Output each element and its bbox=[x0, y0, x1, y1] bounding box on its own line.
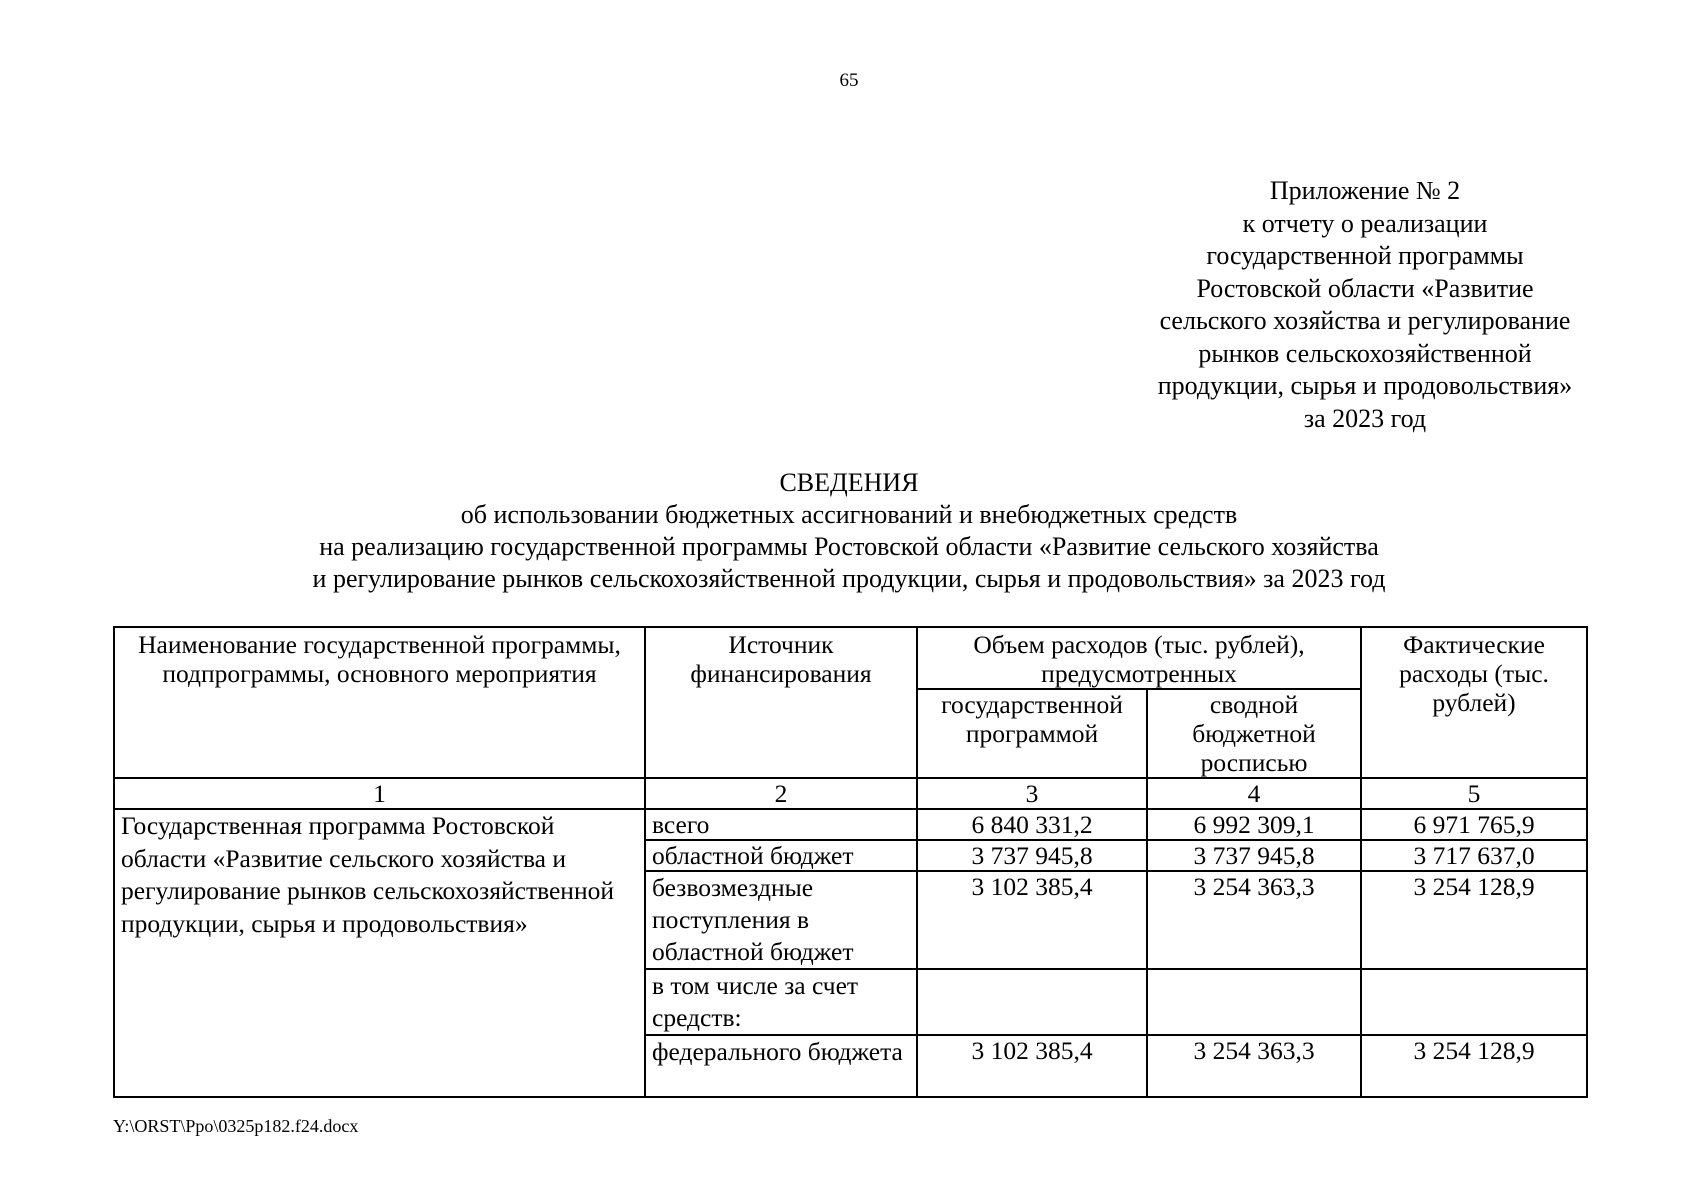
appendix-line: к отчету о реализации bbox=[1242, 208, 1488, 238]
actual-value-cell: 3 717 637,0 bbox=[1361, 840, 1587, 871]
program-name-cell: Государственная программа Ростовской области «Развитие сельского хозяйства и регулирование рынков сельскохозяйственной продукции, сырья и продовольствия» bbox=[114, 809, 645, 1097]
budget-value-cell: 3 737 945,8 bbox=[1147, 840, 1361, 871]
appendix-line: Ростовской области «Развитие bbox=[1196, 273, 1534, 303]
header-actual: Фактические расходы (тыс. рублей) bbox=[1361, 627, 1587, 778]
column-number-row bbox=[114, 778, 1587, 809]
appendix-line: государственной программы bbox=[1206, 241, 1524, 270]
source-cell: безвозмездные поступления в областной бюджет bbox=[645, 871, 917, 969]
program-value-cell: 3 737 945,8 bbox=[917, 840, 1147, 871]
column-number: 5 bbox=[1361, 778, 1587, 809]
program-value-cell: 6 840 331,2 bbox=[917, 809, 1147, 840]
appendix-line: сельского хозяйства и регулирование bbox=[1159, 306, 1571, 335]
expenditure-table bbox=[113, 626, 1588, 1098]
source-cell: в том числе за счет средств: bbox=[645, 969, 917, 1035]
header-source: Источник финансирования bbox=[645, 627, 917, 778]
appendix-line: рынков сельскохозяйственной bbox=[1198, 338, 1532, 368]
header-budget: сводной бюджетной росписью bbox=[1147, 689, 1361, 778]
budget-value-cell: 3 254 363,3 bbox=[1147, 1035, 1361, 1097]
program-value-cell bbox=[917, 969, 1147, 1035]
budget-value-cell bbox=[1147, 969, 1361, 1035]
file-path-footer: Y:\ORST\Ppo\0325p182.f24.docx bbox=[113, 1116, 359, 1136]
heading-line: и регулирование рынков сельскохозяйственной продукции, сырья и продовольствия» за 2023 год bbox=[312, 564, 1386, 593]
table-header-row bbox=[114, 627, 1587, 689]
source-cell: областной бюджет bbox=[645, 840, 917, 871]
header-volume-group: Объем расходов (тыс. рублей), предусмотренных bbox=[917, 627, 1361, 689]
source-cell: всего bbox=[645, 809, 917, 840]
heading-line: об использовании бюджетных ассигнований и внебюджетных средств bbox=[460, 500, 1238, 529]
actual-value-cell bbox=[1361, 969, 1587, 1035]
actual-value-cell: 3 254 128,9 bbox=[1361, 871, 1587, 969]
header-name: Наименование государственной программы, подпрограммы, основного мероприятия bbox=[114, 627, 645, 778]
source-cell: федерального бюджета bbox=[645, 1035, 917, 1097]
program-value-cell: 3 102 385,4 bbox=[917, 871, 1147, 969]
table-row bbox=[114, 809, 1587, 840]
budget-value-cell: 3 254 363,3 bbox=[1147, 871, 1361, 969]
heading-line: на реализацию государственной программы Ростовской области «Развитие сельского хозяйства bbox=[319, 532, 1379, 561]
header-program: государственной программой bbox=[917, 689, 1147, 778]
document-heading bbox=[0, 467, 1698, 595]
column-number: 2 bbox=[645, 778, 917, 809]
column-number: 1 bbox=[114, 778, 645, 809]
program-value-cell: 3 102 385,4 bbox=[917, 1035, 1147, 1097]
appendix-block bbox=[1120, 175, 1610, 435]
actual-value-cell: 3 254 128,9 bbox=[1361, 1035, 1587, 1097]
appendix-line: продукции, сырья и продовольствия» bbox=[1157, 371, 1573, 400]
column-number: 3 bbox=[917, 778, 1147, 809]
heading-title: СВЕДЕНИЯ bbox=[779, 468, 919, 497]
actual-value-cell: 6 971 765,9 bbox=[1361, 809, 1587, 840]
budget-value-cell: 6 992 309,1 bbox=[1147, 809, 1361, 840]
page-number: 65 bbox=[839, 70, 859, 91]
appendix-line: Приложение № 2 bbox=[1269, 176, 1461, 205]
appendix-line: за 2023 год bbox=[1303, 403, 1427, 433]
column-number: 4 bbox=[1147, 778, 1361, 809]
